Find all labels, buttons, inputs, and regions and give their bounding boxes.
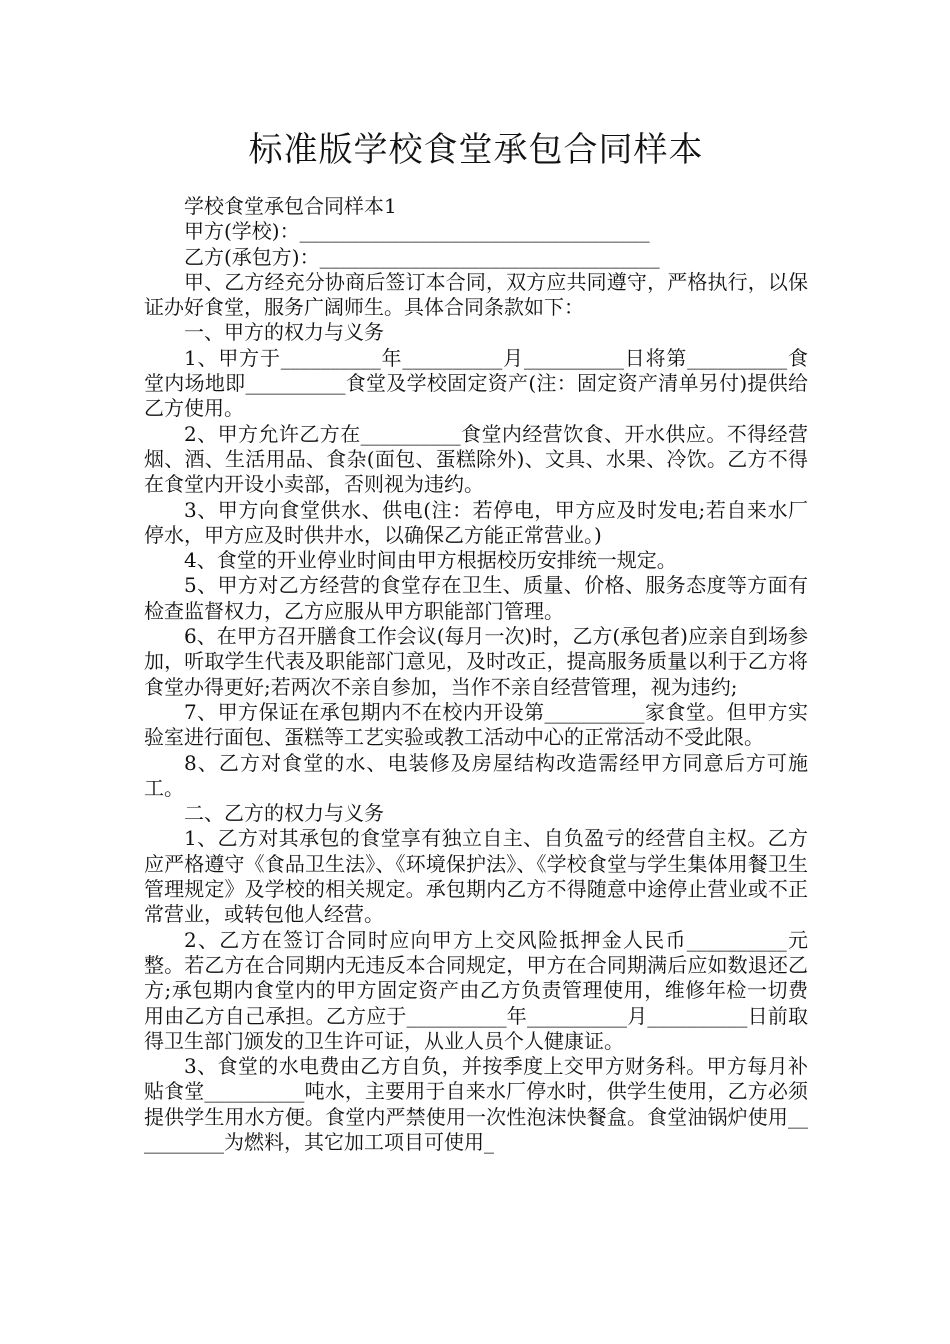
- clause-a-7: 7、甲方保证在承包期内不在校内开设第__________家食堂。但甲方实验室进行面包、蛋糕等工艺实验或教工活动中心的正常活动不受此限。: [144, 699, 808, 750]
- document-title: 标准版学校食堂承包合同样本: [248, 130, 704, 170]
- section-heading-party-a: 一、甲方的权力与义务: [184, 320, 384, 345]
- document-body: [144, 194, 808, 1155]
- clause-b-2: 2、乙方在签订合同时应向甲方上交风险抵押金人民币__________元整。若乙方在合同期内无违反本合同规定，甲方在合同期满后应如数退还乙方;承包期内食堂内的甲方固定资产由乙方负责管理使用，维修年检一切费用由乙方自己承担。乙方应于__________年__________月__________日前取得卫生部门颁发的卫生许可证，从业人员个人健康证。: [144, 927, 808, 1053]
- party-a-line: 甲方(学校)：___________________________________: [184, 219, 650, 244]
- contract-subtitle: 学校食堂承包合同样本1: [184, 194, 397, 218]
- clause-a-6: 6、在甲方召开膳食工作会议(每月一次)时，乙方(承包者)应亲自到场参加，听取学生代表及职能部门意见，及时改正，提高服务质量以利于乙方将食堂办得更好;若两次不亲自参加，当作不亲自经营管理，视为违约;: [144, 624, 808, 699]
- clause-a-1: 1、甲方于__________年__________月__________日将第__________食堂内场地即__________食堂及学校固定资产(注：固定资产清单另付)提供给乙方使用。: [144, 345, 808, 421]
- clause-a-4: 4、食堂的开业停业时间由甲方根据校历安排统一规定。: [184, 548, 677, 573]
- clause-a-8: 8、乙方对食堂的水、电装修及房屋结构改造需经甲方同意后方可施工。: [144, 750, 808, 800]
- clause-b-1: 1、乙方对其承包的食堂享有独立自主、自负盈亏的经营自主权。乙方应严格遵守《食品卫生法》、《环境保护法》、《学校食堂与学生集体用餐卫生管理规定》及学校的相关规定。承包期内乙方不得随意中途停止营业或不正常营业，或转包他人经营。: [144, 826, 808, 927]
- clause-a-3: 3、甲方向食堂供水、供电(注：若停电，甲方应及时发电;若自来水厂停水，甲方应及时供井水，以确保乙方能正常营业。): [144, 497, 808, 547]
- clause-a-2: 2、甲方允许乙方在__________食堂内经营饮食、开水供应。不得经营烟、酒、生活用品、食杂(面包、蛋糕除外)、文具、水果、冷饮。乙方不得在食堂内开设小卖部，否则视为违约。: [144, 421, 808, 497]
- preamble-paragraph: 甲、乙方经充分协商后签订本合同，双方应共同遵守，严格执行，以保证办好食堂，服务广阔师生。具体合同条款如下：: [144, 269, 808, 320]
- party-b-line: 乙方(承包方)：__________________________________: [184, 244, 660, 269]
- section-heading-party-b: 二、乙方的权力与义务: [184, 801, 384, 826]
- clause-a-5: 5、甲方对乙方经营的食堂存在卫生、质量、价格、服务态度等方面有检查监督权力，乙方应服从甲方职能部门管理。: [144, 573, 808, 623]
- clause-b-3: 3、食堂的水电费由乙方自负，并按季度上交甲方财务科。甲方每月补贴食堂__________吨水，主要用于自来水厂停水时，供学生使用，乙方必须提供学生用水方便。食堂内严禁使用一次性泡沫快餐盒。食堂油锅炉使用__________为燃料，其它加工项目可使用_: [144, 1054, 808, 1154]
